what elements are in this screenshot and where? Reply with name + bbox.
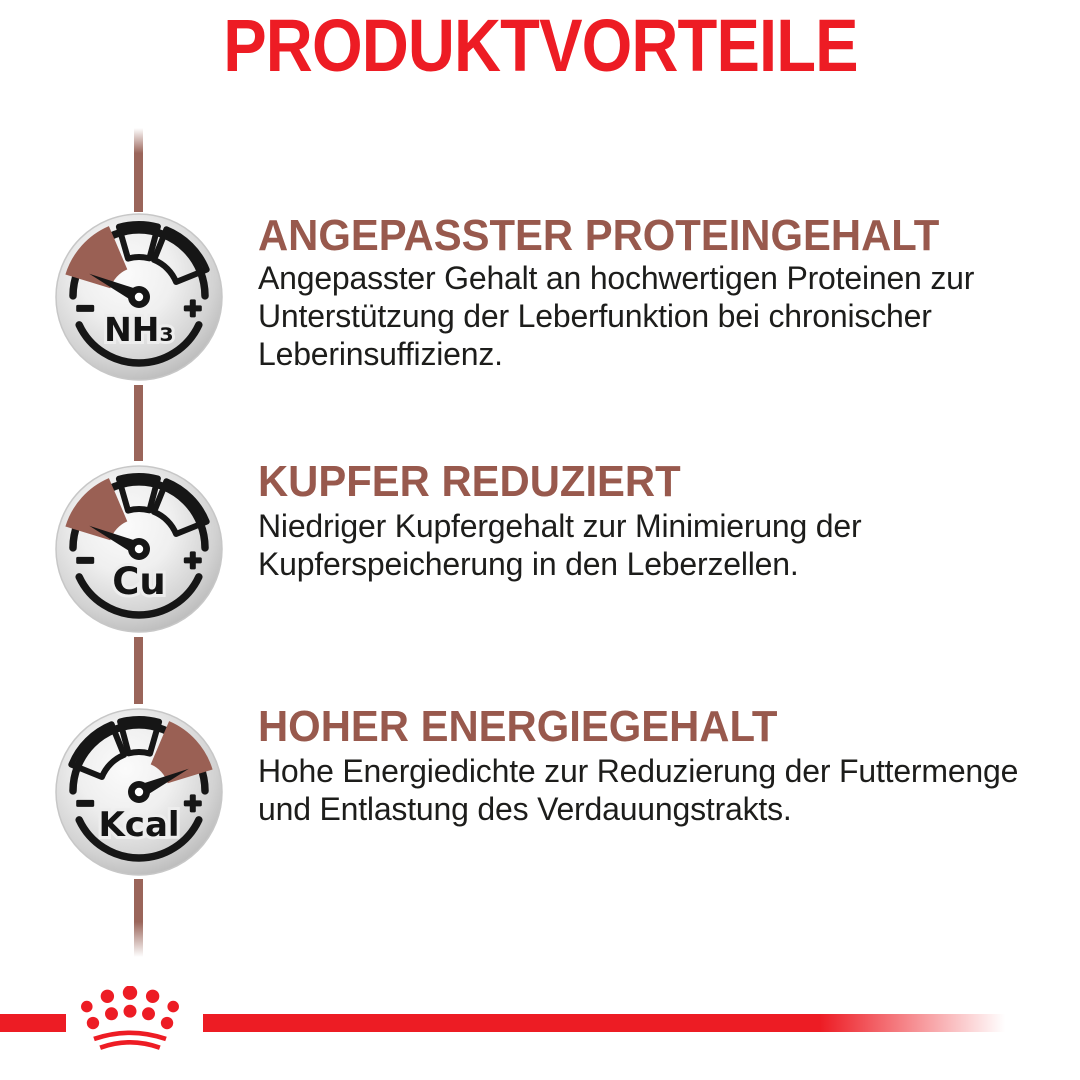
section-body-line: Hohe Energiedichte zur Reduzierung der Futtermenge [258, 753, 1019, 789]
header [0, 6, 1080, 90]
timeline-segment-middle-2 [134, 637, 143, 704]
timeline-segment-bottom [134, 879, 143, 957]
gauge-label-kcal: Kcal [98, 805, 180, 845]
royal-canin-crown-logo [78, 986, 182, 1058]
section-body-protein [258, 259, 1070, 373]
section-body-line: Angepasster Gehalt an hochwertigen Proteinen zur [258, 260, 975, 296]
section-heading-energy: HOHER ENERGIEGEHALT [258, 702, 778, 751]
section-body-line: Niedriger Kupfergehalt zur Minimierung der [258, 508, 862, 544]
timeline-segment-top [134, 128, 143, 212]
nh3-gauge-icon [54, 212, 224, 382]
section-body-line: Unterstützung der Leberfunktion bei chronischer [258, 298, 932, 334]
kcal-gauge-icon [54, 707, 224, 877]
cu-gauge-icon [54, 464, 224, 634]
section-heading-protein: ANGEPASSTER PROTEINGEHALT [258, 211, 940, 260]
page-title: PRODUKTVORTEILE [222, 4, 858, 87]
section-body-line: und Entlastung des Verdauungstrakts. [258, 791, 792, 827]
section-body-energy [258, 752, 1070, 828]
section-body-line: Leberinsuffizienz. [258, 336, 503, 372]
section-heading-copper: KUPFER REDUZIERT [258, 457, 681, 506]
minus-icon [76, 800, 94, 807]
minus-icon [76, 557, 94, 564]
minus-icon [76, 305, 94, 312]
section-body-line: Kupferspeicherung in den Leberzellen. [258, 546, 799, 582]
gauge-label-nh3: NH₃ [104, 310, 174, 349]
timeline-segment-middle-1 [134, 385, 143, 461]
section-body-copper [258, 507, 1070, 583]
gauge-label-cu: Cu [112, 560, 166, 603]
